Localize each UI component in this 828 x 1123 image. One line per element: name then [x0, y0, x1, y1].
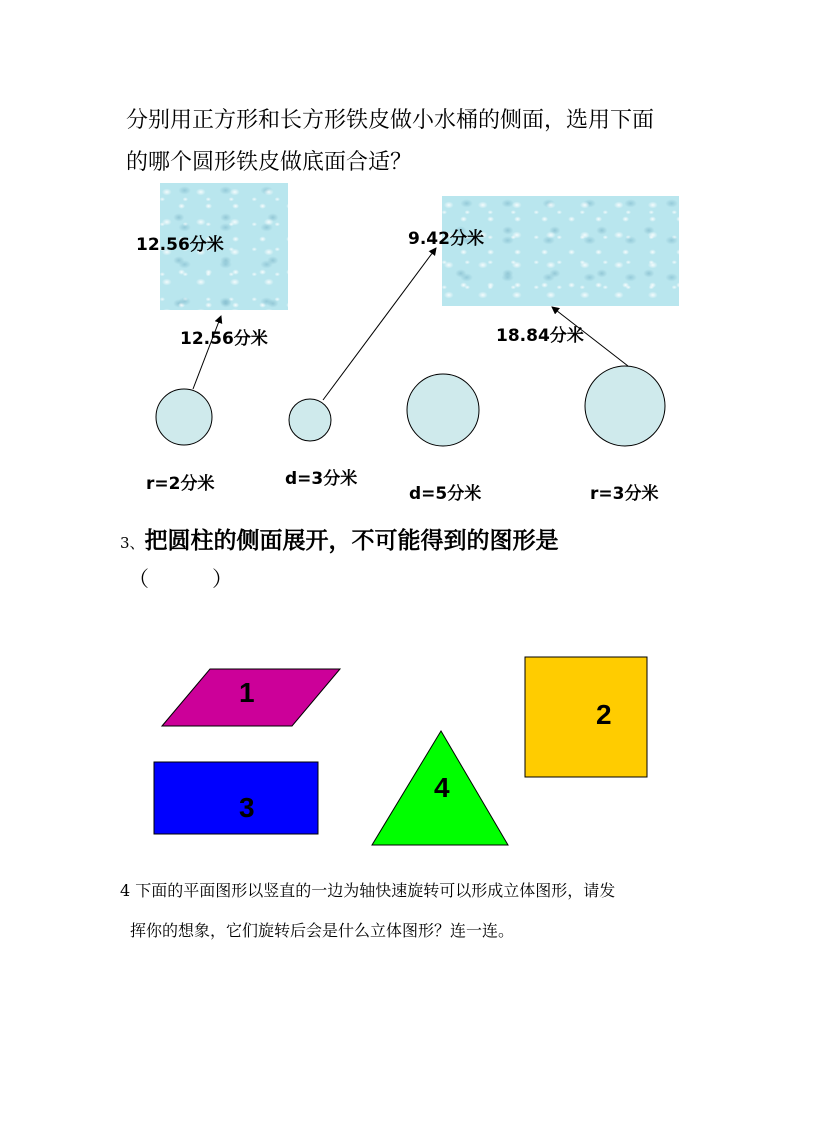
- rectangle-number: 3: [239, 792, 255, 823]
- question2-line1: 分别用正方形和长方形铁皮做小水桶的侧面，选用下面: [126, 108, 655, 133]
- question4-line1: 4 下面的平面图形以竖直的一边为轴快速旋转可以形成立体图形，请发: [120, 881, 616, 900]
- rectangle-sheet-bottom-label: 18.84分米: [496, 326, 584, 346]
- square-sheet-side-label: 12.56分米: [136, 235, 224, 255]
- arrow-d3-to-rectangle: [323, 248, 436, 400]
- arrow-r3-to-rectangle: [552, 307, 628, 366]
- circle-d3-label: d=3分米: [285, 469, 358, 489]
- arrow-r2-to-square: [193, 316, 221, 389]
- circle-r2: [156, 389, 212, 445]
- square-sheet-bottom-label: 12.56分米: [180, 329, 268, 349]
- question3-line: [120, 522, 559, 555]
- circle-d5: [407, 374, 479, 446]
- rectangle-shape: [154, 762, 318, 834]
- square-shape: [525, 657, 647, 777]
- question3-answer-brackets: （ ）: [128, 567, 233, 591]
- circle-r3: [585, 366, 665, 446]
- circle-d5-label: d=5分米: [409, 484, 482, 504]
- parallelogram-number: 1: [239, 677, 255, 708]
- circle-r2-label: r=2分米: [146, 474, 215, 494]
- question3-text: 把圆柱的侧面展开，不可能得到的图形是: [144, 527, 559, 554]
- rectangle-sheet-height-label: 9.42分米: [408, 229, 484, 249]
- question4-line2: 挥你的想象，它们旋转后会是什么立体图形？连一连。: [130, 921, 515, 940]
- triangle-number: 4: [434, 772, 450, 803]
- circle-d3: [289, 399, 331, 441]
- question3-number: 3、: [120, 534, 145, 552]
- question2-line2: 的哪个圆形铁皮做底面合适？: [126, 150, 413, 175]
- circle-r3-label: r=3分米: [590, 484, 659, 504]
- square-number: 2: [596, 699, 612, 730]
